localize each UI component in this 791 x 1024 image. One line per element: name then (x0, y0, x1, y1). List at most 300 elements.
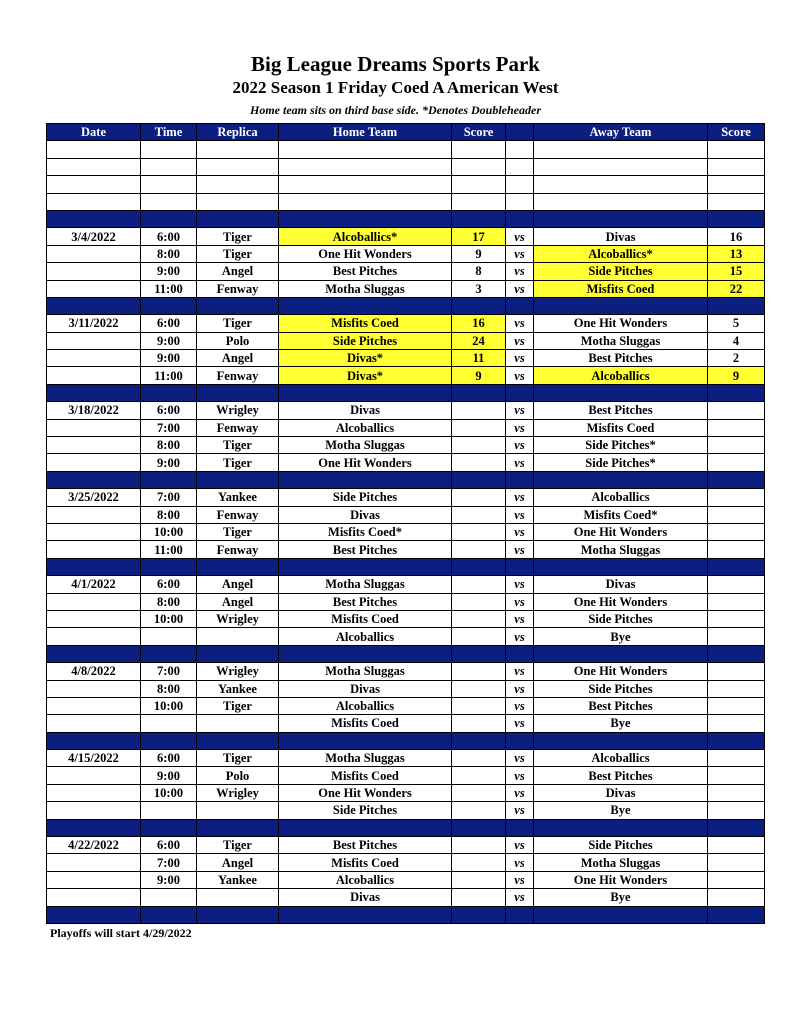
vs-cell: vs (506, 367, 534, 384)
vs-cell: vs (506, 489, 534, 506)
away-team-cell: Side Pitches (534, 837, 708, 854)
vs-cell: vs (506, 402, 534, 419)
away-score-cell: 2 (708, 350, 765, 367)
replica-cell (197, 802, 279, 819)
empty-cell (141, 384, 197, 401)
time-cell (141, 715, 197, 732)
empty-cell (534, 210, 708, 227)
home-score-cell: 8 (452, 263, 506, 280)
empty-cell (279, 141, 452, 158)
time-cell: 8:00 (141, 437, 197, 454)
separator-row (47, 384, 765, 401)
empty-cell (279, 193, 452, 210)
empty-cell (708, 645, 765, 662)
date-cell (47, 367, 141, 384)
home-score-cell (452, 523, 506, 540)
date-cell (47, 854, 141, 871)
date-cell: 4/15/2022 (47, 750, 141, 767)
empty-cell (279, 297, 452, 314)
empty-cell (708, 141, 765, 158)
empty-cell (141, 141, 197, 158)
vs-cell: vs (506, 610, 534, 627)
date-cell (47, 697, 141, 714)
replica-cell: Angel (197, 350, 279, 367)
empty-cell (452, 176, 506, 193)
table-row (47, 280, 765, 297)
home-team-cell: Misfits Coed (279, 715, 452, 732)
empty-cell (452, 732, 506, 749)
empty-cell (534, 819, 708, 836)
away-team-cell: One Hit Wonders (534, 315, 708, 332)
home-score-cell: 16 (452, 315, 506, 332)
blank-row (47, 141, 765, 158)
away-team-cell: Alcoballics (534, 367, 708, 384)
replica-cell: Fenway (197, 541, 279, 558)
time-cell: 7:00 (141, 489, 197, 506)
home-team-cell: Divas (279, 402, 452, 419)
away-team-cell: Side Pitches (534, 610, 708, 627)
replica-cell: Tiger (197, 454, 279, 471)
empty-cell (279, 210, 452, 227)
replica-cell: Fenway (197, 506, 279, 523)
date-cell (47, 610, 141, 627)
col-header-away-team: Away Team (534, 124, 708, 141)
empty-cell (506, 176, 534, 193)
empty-cell (197, 558, 279, 575)
replica-cell: Angel (197, 263, 279, 280)
empty-cell (47, 471, 141, 488)
vs-cell: vs (506, 784, 534, 801)
away-team-cell: One Hit Wonders (534, 871, 708, 888)
empty-cell (197, 471, 279, 488)
empty-cell (279, 176, 452, 193)
home-score-cell (452, 802, 506, 819)
away-score-cell (708, 541, 765, 558)
replica-cell: Fenway (197, 367, 279, 384)
vs-cell: vs (506, 767, 534, 784)
col-header-vs (506, 124, 534, 141)
away-score-cell (708, 576, 765, 593)
away-score-cell: 13 (708, 245, 765, 262)
vs-cell: vs (506, 350, 534, 367)
home-score-cell (452, 402, 506, 419)
date-cell (47, 541, 141, 558)
replica-cell: Fenway (197, 419, 279, 436)
table-row (47, 610, 765, 627)
table-row (47, 837, 765, 854)
col-header-time: Time (141, 124, 197, 141)
table-row (47, 750, 765, 767)
empty-cell (506, 297, 534, 314)
away-team-cell: Motha Sluggas (534, 854, 708, 871)
table-row (47, 489, 765, 506)
time-cell: 10:00 (141, 523, 197, 540)
date-cell (47, 593, 141, 610)
home-team-cell: Best Pitches (279, 837, 452, 854)
away-score-cell (708, 697, 765, 714)
replica-cell (197, 628, 279, 645)
away-score-cell: 4 (708, 332, 765, 349)
time-cell: 7:00 (141, 663, 197, 680)
empty-cell (708, 210, 765, 227)
empty-cell (47, 819, 141, 836)
empty-cell (141, 297, 197, 314)
away-team-cell: Best Pitches (534, 402, 708, 419)
date-cell (47, 784, 141, 801)
date-cell (47, 715, 141, 732)
table-row (47, 767, 765, 784)
empty-cell (47, 158, 141, 175)
empty-cell (47, 176, 141, 193)
home-score-cell: 24 (452, 332, 506, 349)
replica-cell: Yankee (197, 871, 279, 888)
home-score-cell (452, 680, 506, 697)
replica-cell: Wrigley (197, 402, 279, 419)
away-score-cell (708, 628, 765, 645)
schedule-table (46, 123, 765, 924)
table-row (47, 228, 765, 245)
empty-cell (506, 210, 534, 227)
vs-cell: vs (506, 437, 534, 454)
home-team-cell: One Hit Wonders (279, 784, 452, 801)
vs-cell: vs (506, 245, 534, 262)
empty-cell (534, 297, 708, 314)
replica-cell: Tiger (197, 837, 279, 854)
empty-cell (47, 906, 141, 923)
date-cell: 4/8/2022 (47, 663, 141, 680)
empty-cell (279, 158, 452, 175)
empty-cell (279, 471, 452, 488)
separator-row (47, 906, 765, 923)
vs-cell: vs (506, 523, 534, 540)
vs-cell: vs (506, 871, 534, 888)
home-team-cell: One Hit Wonders (279, 454, 452, 471)
empty-cell (708, 732, 765, 749)
time-cell (141, 889, 197, 906)
home-score-cell (452, 837, 506, 854)
home-score-cell (452, 576, 506, 593)
vs-cell: vs (506, 332, 534, 349)
empty-cell (47, 384, 141, 401)
time-cell: 6:00 (141, 837, 197, 854)
vs-cell: vs (506, 280, 534, 297)
table-row (47, 715, 765, 732)
vs-cell: vs (506, 419, 534, 436)
empty-cell (197, 210, 279, 227)
table-row (47, 697, 765, 714)
away-score-cell (708, 871, 765, 888)
away-score-cell: 22 (708, 280, 765, 297)
empty-cell (141, 819, 197, 836)
blank-row (47, 158, 765, 175)
vs-cell: vs (506, 576, 534, 593)
empty-cell (506, 158, 534, 175)
home-score-cell (452, 784, 506, 801)
date-cell (47, 871, 141, 888)
empty-cell (197, 297, 279, 314)
away-score-cell: 9 (708, 367, 765, 384)
home-team-cell: Divas (279, 889, 452, 906)
home-team-cell: Alcoballics* (279, 228, 452, 245)
replica-cell: Wrigley (197, 663, 279, 680)
empty-cell (47, 732, 141, 749)
home-score-cell (452, 715, 506, 732)
empty-cell (452, 141, 506, 158)
empty-cell (141, 210, 197, 227)
home-score-cell (452, 437, 506, 454)
time-cell: 11:00 (141, 280, 197, 297)
table-row (47, 419, 765, 436)
replica-cell: Tiger (197, 315, 279, 332)
vs-cell: vs (506, 697, 534, 714)
home-score-cell (452, 750, 506, 767)
date-cell (47, 280, 141, 297)
empty-cell (197, 645, 279, 662)
replica-cell: Polo (197, 767, 279, 784)
empty-cell (534, 645, 708, 662)
home-team-cell: Side Pitches (279, 802, 452, 819)
home-team-cell: Misfits Coed (279, 315, 452, 332)
empty-cell (452, 193, 506, 210)
table-row (47, 454, 765, 471)
empty-cell (279, 558, 452, 575)
home-score-cell (452, 541, 506, 558)
date-cell (47, 332, 141, 349)
home-team-cell: Best Pitches (279, 263, 452, 280)
blank-row (47, 176, 765, 193)
date-cell (47, 419, 141, 436)
empty-cell (197, 384, 279, 401)
empty-cell (708, 906, 765, 923)
empty-cell (452, 819, 506, 836)
col-header-replica: Replica (197, 124, 279, 141)
time-cell: 9:00 (141, 332, 197, 349)
away-team-cell: One Hit Wonders (534, 663, 708, 680)
date-cell (47, 437, 141, 454)
empty-cell (279, 732, 452, 749)
time-cell: 10:00 (141, 697, 197, 714)
empty-cell (534, 384, 708, 401)
home-score-cell (452, 871, 506, 888)
home-team-cell: Divas* (279, 350, 452, 367)
table-row (47, 402, 765, 419)
table-row (47, 332, 765, 349)
replica-cell: Tiger (197, 697, 279, 714)
away-score-cell (708, 454, 765, 471)
home-team-cell: Motha Sluggas (279, 663, 452, 680)
empty-cell (534, 158, 708, 175)
home-score-cell (452, 663, 506, 680)
replica-cell: Fenway (197, 280, 279, 297)
separator-row (47, 645, 765, 662)
empty-cell (534, 193, 708, 210)
home-score-cell: 17 (452, 228, 506, 245)
away-score-cell (708, 784, 765, 801)
table-row (47, 889, 765, 906)
date-cell: 4/1/2022 (47, 576, 141, 593)
empty-cell (141, 645, 197, 662)
empty-cell (534, 141, 708, 158)
empty-cell (506, 732, 534, 749)
replica-cell: Wrigley (197, 784, 279, 801)
empty-cell (141, 158, 197, 175)
separator-row (47, 297, 765, 314)
table-row (47, 784, 765, 801)
away-score-cell (708, 715, 765, 732)
empty-cell (452, 158, 506, 175)
home-score-cell (452, 419, 506, 436)
time-cell: 6:00 (141, 402, 197, 419)
home-team-cell: Misfits Coed (279, 854, 452, 871)
separator-row (47, 210, 765, 227)
empty-cell (708, 193, 765, 210)
away-team-cell: Misfits Coed (534, 280, 708, 297)
empty-cell (452, 384, 506, 401)
footer-note: Playoffs will start 4/29/2022 (50, 926, 192, 940)
empty-cell (452, 471, 506, 488)
time-cell: 6:00 (141, 228, 197, 245)
away-team-cell: Bye (534, 889, 708, 906)
empty-cell (141, 471, 197, 488)
col-header-away-score: Score (708, 124, 765, 141)
date-cell (47, 523, 141, 540)
table-row (47, 350, 765, 367)
empty-cell (452, 558, 506, 575)
away-score-cell (708, 802, 765, 819)
home-team-cell: Divas (279, 506, 452, 523)
page-title: Big League Dreams Sports Park (251, 52, 540, 76)
time-cell: 7:00 (141, 419, 197, 436)
away-score-cell: 16 (708, 228, 765, 245)
date-cell: 3/25/2022 (47, 489, 141, 506)
empty-cell (452, 297, 506, 314)
home-team-cell: Motha Sluggas (279, 437, 452, 454)
empty-cell (452, 645, 506, 662)
away-score-cell (708, 680, 765, 697)
home-team-cell: Divas* (279, 367, 452, 384)
table-row (47, 854, 765, 871)
date-cell: 3/11/2022 (47, 315, 141, 332)
empty-cell (279, 819, 452, 836)
replica-cell: Angel (197, 593, 279, 610)
empty-cell (197, 176, 279, 193)
home-score-cell (452, 610, 506, 627)
vs-cell: vs (506, 228, 534, 245)
vs-cell: vs (506, 628, 534, 645)
table-row (47, 523, 765, 540)
replica-cell: Tiger (197, 437, 279, 454)
empty-cell (534, 558, 708, 575)
replica-cell: Yankee (197, 489, 279, 506)
date-cell (47, 767, 141, 784)
empty-cell (47, 297, 141, 314)
away-team-cell: Divas (534, 784, 708, 801)
empty-cell (708, 471, 765, 488)
time-cell (141, 802, 197, 819)
empty-cell (506, 141, 534, 158)
home-team-cell: Divas (279, 680, 452, 697)
empty-cell (47, 558, 141, 575)
empty-cell (506, 558, 534, 575)
vs-cell: vs (506, 889, 534, 906)
replica-cell: Yankee (197, 680, 279, 697)
empty-cell (708, 297, 765, 314)
vs-cell: vs (506, 315, 534, 332)
replica-cell: Tiger (197, 245, 279, 262)
time-cell: 9:00 (141, 454, 197, 471)
empty-cell (141, 558, 197, 575)
home-team-cell: Motha Sluggas (279, 576, 452, 593)
table-row (47, 367, 765, 384)
home-score-cell (452, 628, 506, 645)
away-team-cell: Motha Sluggas (534, 332, 708, 349)
home-score-cell (452, 889, 506, 906)
home-score-cell (452, 697, 506, 714)
empty-cell (534, 906, 708, 923)
home-team-cell: Misfits Coed (279, 610, 452, 627)
header-note: Home team sits on third base side. *Denotes Doubleheader (250, 103, 541, 117)
empty-cell (506, 471, 534, 488)
table-row (47, 802, 765, 819)
away-team-cell: Best Pitches (534, 767, 708, 784)
empty-cell (452, 210, 506, 227)
home-score-cell: 9 (452, 245, 506, 262)
empty-cell (506, 906, 534, 923)
separator-row (47, 819, 765, 836)
empty-cell (47, 210, 141, 227)
home-score-cell (452, 506, 506, 523)
empty-cell (279, 645, 452, 662)
away-team-cell: Divas (534, 228, 708, 245)
home-team-cell: One Hit Wonders (279, 245, 452, 262)
away-team-cell: Best Pitches (534, 350, 708, 367)
empty-cell (197, 158, 279, 175)
away-score-cell (708, 750, 765, 767)
col-header-home-team: Home Team (279, 124, 452, 141)
page-subtitle: 2022 Season 1 Friday Coed A American West (232, 78, 559, 97)
away-score-cell (708, 837, 765, 854)
time-cell: 8:00 (141, 680, 197, 697)
away-team-cell: Bye (534, 715, 708, 732)
table-row (47, 871, 765, 888)
away-team-cell: Side Pitches (534, 680, 708, 697)
home-team-cell: Motha Sluggas (279, 280, 452, 297)
away-score-cell (708, 889, 765, 906)
table-row (47, 628, 765, 645)
table-row (47, 437, 765, 454)
away-team-cell: Best Pitches (534, 697, 708, 714)
home-score-cell (452, 489, 506, 506)
empty-cell (197, 732, 279, 749)
empty-cell (47, 193, 141, 210)
time-cell: 6:00 (141, 315, 197, 332)
time-cell: 8:00 (141, 245, 197, 262)
date-cell: 3/18/2022 (47, 402, 141, 419)
away-score-cell: 5 (708, 315, 765, 332)
vs-cell: vs (506, 454, 534, 471)
away-team-cell: Motha Sluggas (534, 541, 708, 558)
blank-row (47, 193, 765, 210)
away-team-cell: Misfits Coed* (534, 506, 708, 523)
replica-cell: Angel (197, 576, 279, 593)
home-team-cell: Misfits Coed (279, 767, 452, 784)
away-team-cell: One Hit Wonders (534, 593, 708, 610)
home-team-cell: Best Pitches (279, 541, 452, 558)
empty-cell (141, 906, 197, 923)
header-row (47, 124, 765, 141)
away-score-cell (708, 610, 765, 627)
time-cell: 6:00 (141, 750, 197, 767)
